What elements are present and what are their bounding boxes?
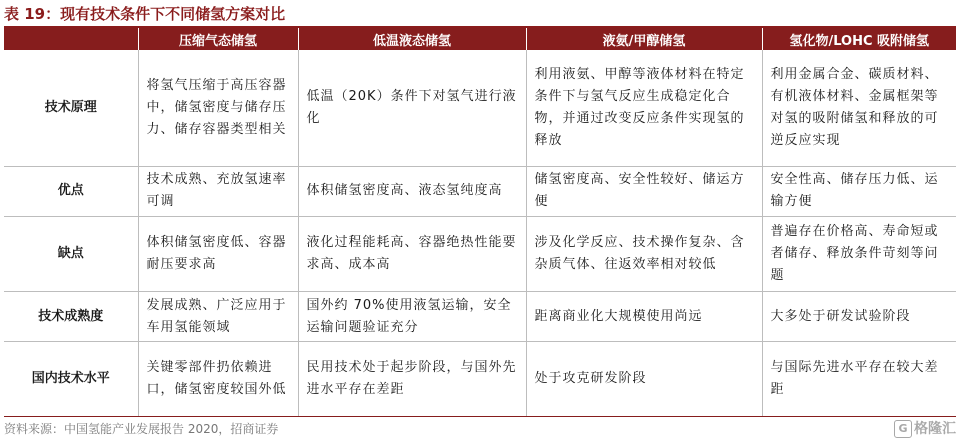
table-row [4,342,956,417]
table-row [4,166,956,216]
table-cell: 将氢气压缩于高压容器中，储氢密度与储存压力、储存容器类型相关 [138,50,298,166]
watermark-text: 格隆汇 [914,421,956,437]
row-header-domestic-level: 国内技术水平 [4,342,138,417]
table-title: 表 19：现有技术条件下不同储氢方案对比 [4,5,286,23]
row-header-principle: 技术原理 [4,50,138,166]
column-header-blank [4,28,138,50]
table-cell: 利用液氨、甲醇等液体材料在特定条件下与氢气反应生成稳定化合物，并通过改变反应条件实现氢的释放 [526,50,762,166]
table-cell: 储氢密度高、安全性较好、储运方便 [526,166,762,216]
table-cell: 低温（20K）条件下对氢气进行液化 [298,50,526,166]
watermark [894,419,956,439]
table-row [4,217,956,292]
row-header-advantages: 优点 [4,166,138,216]
table-cell: 液化过程能耗高、容器绝热性能要求高、成本高 [298,217,526,292]
table-cell: 处于攻克研发阶段 [526,342,762,417]
column-header-compressed-gas: 压缩气态储氢 [138,28,298,50]
source-note: 资料来源：中国氢能产业发展报告 2020，招商证券 [4,422,279,436]
table-cell: 技术成熟、充放氢速率可调 [138,166,298,216]
table-cell: 民用技术处于起步阶段，与国外先进水平存在差距 [298,342,526,417]
row-header-disadvantages: 缺点 [4,217,138,292]
column-header-hydride-lohc: 氢化物/LOHC 吸附储氢 [762,28,956,50]
table-cell: 普遍存在价格高、寿命短或者储存、释放条件苛刻等问题 [762,217,956,292]
column-header-cryogenic-liquid: 低温液态储氢 [298,28,526,50]
table-cell: 大多处于研发试验阶段 [762,291,956,341]
column-header-ammonia-methanol: 液氨/甲醇储氢 [526,28,762,50]
table-cell: 涉及化学反应、技术操作复杂、含杂质气体、往返效率相对较低 [526,217,762,292]
table-row [4,50,956,166]
table-cell: 关键零部件扔依赖进口，储氢密度较国外低 [138,342,298,417]
table-cell: 利用金属合金、碳质材料、有机液体材料、金属框架等对氢的吸附储氢和释放的可逆反应实现 [762,50,956,166]
row-header-maturity: 技术成熟度 [4,291,138,341]
table-cell: 与国际先进水平存在较大差距 [762,342,956,417]
header-row [4,28,956,50]
comparison-table [4,28,956,417]
table-cell: 体积储氢密度高、液态氢纯度高 [298,166,526,216]
table-cell: 安全性高、储存压力低、运输方便 [762,166,956,216]
gelonghui-logo-icon: G [894,420,912,438]
table-cell: 国外约 70%使用液氢运输，安全运输问题验证充分 [298,291,526,341]
table-cell: 体积储氢密度低、容器耐压要求高 [138,217,298,292]
table-row [4,291,956,341]
table-cell: 距离商业化大规模使用尚远 [526,291,762,341]
table-cell: 发展成熟、广泛应用于车用氢能领域 [138,291,298,341]
